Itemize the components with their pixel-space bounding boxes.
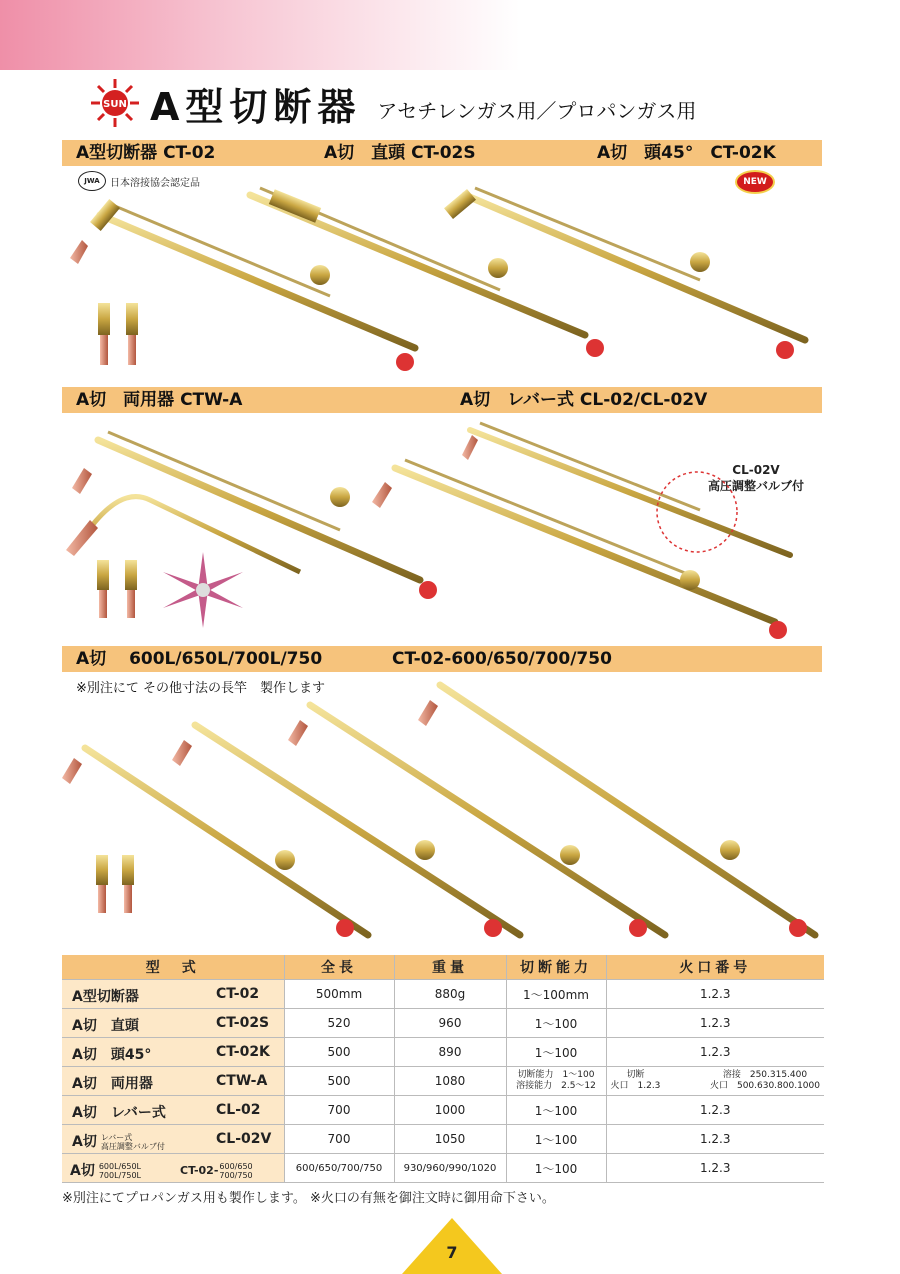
row-tip: 1.2.3 <box>606 1009 824 1038</box>
row-name: A切 両用器 <box>72 1076 153 1092</box>
row-capacity: 1～100 <box>506 1009 606 1038</box>
row-name-sub2: 700L/750L <box>98 1171 141 1180</box>
row-length: 500mm <box>284 980 394 1009</box>
nozzle-tips-image-3 <box>96 855 134 913</box>
table-header-row <box>62 955 824 980</box>
row-name-sub2: 高圧調整バルブ付 <box>100 1142 165 1151</box>
row-code: CL-02 <box>216 1102 261 1118</box>
row-name: A切 <box>72 1134 97 1150</box>
row-name: A切 レバー式 <box>72 1105 166 1121</box>
section3-label-models: CT-02-600/650/700/750 <box>392 649 612 669</box>
footnote: ※別注にてプロパンガス用も製作します。 ※火口の有無を御注文時に御用命下さい。 <box>62 1191 555 1206</box>
row-weight: 1050 <box>394 1125 506 1154</box>
star-nozzle-set-image <box>163 552 243 628</box>
header-length: 全長 <box>284 955 394 980</box>
header-weight: 重量 <box>394 955 506 980</box>
table-row <box>62 1096 824 1125</box>
row-code: CL-02V <box>216 1131 272 1147</box>
row-tip-weld: 火口 500.630.800.1000 <box>709 1081 820 1091</box>
row-code: CT-02- <box>180 1164 219 1177</box>
row-length: 600/650/700/750 <box>284 1154 394 1183</box>
row-code: CT-02 <box>216 986 260 1002</box>
new-badge: NEW <box>735 170 775 194</box>
row-capacity: 1～100mm <box>506 980 606 1009</box>
row-name-sub1: レバー式 <box>100 1133 133 1142</box>
row-weight: 1080 <box>394 1067 506 1096</box>
row-capacity-cut: 切断能力 1～100 <box>517 1070 595 1080</box>
table-row <box>62 1038 824 1067</box>
cert-text: 日本溶接協会認定品 <box>110 177 200 189</box>
table-row <box>62 1154 824 1183</box>
logo-text: SUN <box>103 99 127 110</box>
row-length: 500 <box>284 1067 394 1096</box>
torch-long-image-1 <box>62 748 368 937</box>
callout-model: CL-02V <box>732 463 780 477</box>
page-subtitle: アセチレンガス用／プロパンガス用 <box>377 99 697 123</box>
row-weight: 880g <box>394 980 506 1009</box>
callout-desc: 高圧調整バルブ付 <box>708 479 805 493</box>
row-name: A切 頭45° <box>72 1047 152 1063</box>
table-row <box>62 980 824 1009</box>
row-capacity: 1～100 <box>506 1154 606 1183</box>
row-weight: 890 <box>394 1038 506 1067</box>
row-code-sub1: 600/650 <box>219 1162 253 1171</box>
row-name: A切 <box>70 1163 95 1179</box>
page-number: 7 <box>446 1243 458 1262</box>
row-length: 500 <box>284 1038 394 1067</box>
row-tip: 1.2.3 <box>606 980 824 1009</box>
row-length: 520 <box>284 1009 394 1038</box>
torch-cl02-image <box>372 423 790 639</box>
row-code: CTW-A <box>216 1073 268 1089</box>
header-model: 型 式 <box>62 955 284 980</box>
page-title: A型切断器 <box>150 85 362 129</box>
row-length: 700 <box>284 1125 394 1154</box>
row-tip: 1.2.3 <box>606 1038 824 1067</box>
row-weight: 960 <box>394 1009 506 1038</box>
header-capacity: 切断能力 <box>506 955 606 980</box>
row-name: A型切断器 <box>72 989 139 1005</box>
spec-table <box>62 955 824 1183</box>
row-capacity: 1～100 <box>506 1096 606 1125</box>
section1-label-ct02: A型切断器 CT-02 <box>76 143 216 163</box>
section3-label-lengths: A切 600L/650L/700L/750 <box>76 649 323 669</box>
row-code-sub2: 700/750 <box>219 1171 253 1180</box>
section1-label-ct02s: A切 直頭 CT-02S <box>324 143 476 163</box>
nozzle-tips-image-2 <box>97 560 137 618</box>
row-capacity-weld: 溶接能力 2.5～12 <box>516 1081 596 1091</box>
row-tip: 1.2.3 <box>606 1154 824 1183</box>
row-weight: 1000 <box>394 1096 506 1125</box>
section1-label-ct02k: A切 頭45° CT-02K <box>597 143 776 163</box>
section2-label-cl02: A切 レバー式 CL-02/CL-02V <box>460 390 708 410</box>
row-name-sub1: 600L/650L <box>98 1162 141 1171</box>
table-row <box>62 1125 824 1154</box>
header-tip: 火口番号 <box>606 955 824 980</box>
torch-ct02-image <box>70 199 415 371</box>
table-row <box>62 1009 824 1038</box>
row-code: CT-02K <box>216 1044 270 1060</box>
row-name: A切 直頭 <box>72 1018 139 1034</box>
table-row <box>62 1067 824 1096</box>
row-capacity: 1～100 <box>506 1125 606 1154</box>
row-code: CT-02S <box>216 1015 270 1031</box>
jwa-logo-icon: JWA <box>78 171 106 191</box>
row-tip-cut-label: 切断 <box>626 1070 645 1080</box>
row-tip-weld-label: 溶接 250.315.400 <box>722 1070 808 1080</box>
torch-ct02s-image <box>250 188 604 357</box>
section2-label-ctwa: A切 両用器 CTW-A <box>76 390 243 410</box>
torch-long-image-2 <box>172 725 520 937</box>
row-tip: 1.2.3 <box>606 1125 824 1154</box>
row-weight: 930/960/990/1020 <box>394 1154 506 1183</box>
row-capacity: 1～100 <box>506 1038 606 1067</box>
row-tip: 1.2.3 <box>606 1096 824 1125</box>
row-tip-cut: 火口 1.2.3 <box>610 1081 661 1091</box>
nozzle-tips-image-1 <box>98 303 138 365</box>
torch-ctwa-image <box>66 432 437 599</box>
row-length: 700 <box>284 1096 394 1125</box>
section3-note: ※別注にて その他寸法の長竿 製作します <box>76 681 326 696</box>
